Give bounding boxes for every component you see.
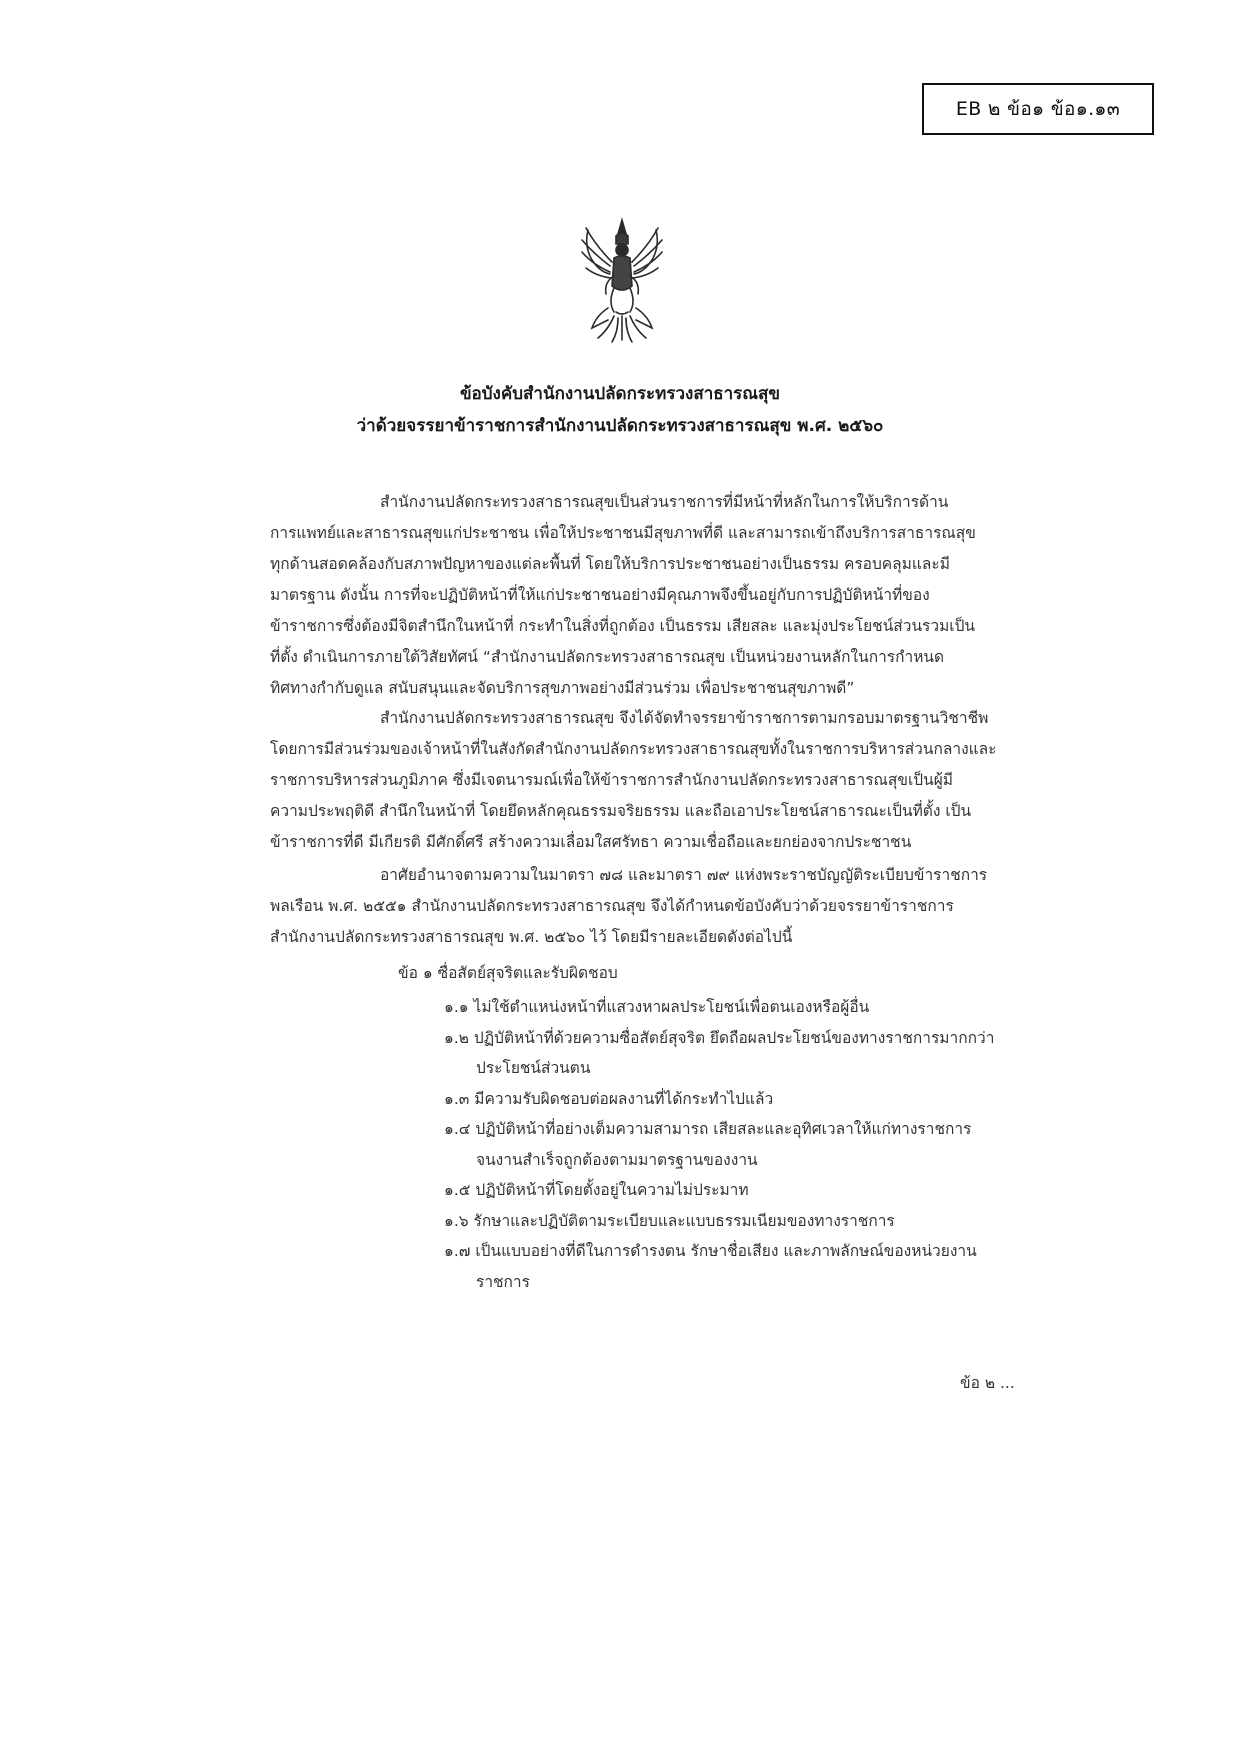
paragraph-3: [270, 860, 1012, 953]
paragraph-line: พลเรือน พ.ศ. ๒๕๕๑ สำนักงานปลัดกระทรวงสาธารณสุข จึงได้กำหนดข้อบังคับว่าด้วยจรรยาข้าราชการ: [270, 897, 954, 915]
paragraph-line: มาตรฐาน ดังนั้น การที่จะปฏิบัติหน้าที่ให้แก่ประชาชนอย่างมีคุณภาพจึงขึ้นอยู่กับการปฏิบัติหน้าที่ของ: [270, 586, 930, 604]
paragraph-line: สำนักงานปลัดกระทรวงสาธารณสุข พ.ศ. ๒๕๖๐ ไว้ โดยมีรายละเอียดดังต่อไปนี้: [270, 928, 793, 946]
document-title-line2: ว่าด้วยจรรยาข้าราชการสำนักงานปลัดกระทรวงสาธารณสุข พ.ศ. ๒๕๖๐: [356, 416, 884, 436]
paragraph-line: โดยการมีส่วนร่วมของเจ้าหน้าที่ในสังกัดสำนักงานปลัดกระทรวงสาธารณสุขทั้งในราชการบริหารส่วนกลางและ: [270, 740, 997, 758]
paragraph-line: ข้าราชการซึ่งต้องมีจิตสำนึกในหน้าที่ กระทำในสิ่งที่ถูกต้อง เป็นธรรม เสียสละ และมุ่งประโยชน์ส่วนรวมเป็น: [270, 617, 976, 635]
document-title-line1: ข้อบังคับสำนักงานปลัดกระทรวงสาธารณสุข: [459, 384, 781, 404]
paragraph-line: ราชการบริหารส่วนภูมิภาค ซึ่งมีเจตนารมณ์เพื่อให้ข้าราชการสำนักงานปลัดกระทรวงสาธารณสุขเป็นผู้มี: [270, 771, 954, 789]
clause-item: ๑.๕ ปฏิบัติหน้าที่โดยตั้งอยู่ในความไม่ประมาท: [444, 1181, 749, 1199]
garuda-emblem-icon: [578, 216, 666, 346]
reference-box: EB ๒ ข้อ๑ ข้อ๑.๑๓: [922, 83, 1154, 135]
paragraph-line: ที่ตั้ง ดำเนินการภายใต้วิสัยทัศน์ “สำนักงานปลัดกระทรวงสาธารณสุข เป็นหน่วยงานหลักในการกำหนด: [270, 648, 945, 666]
clause-1-heading: ข้อ ๑ ซื่อสัตย์สุจริตและรับผิดชอบ: [398, 964, 618, 982]
paragraph-2: [270, 703, 1012, 858]
paragraph-1: [270, 487, 1012, 704]
clause-item-continuation: ประโยชน์ส่วนตน: [476, 1059, 591, 1077]
paragraph-line: สำนักงานปลัดกระทรวงสาธารณสุข จึงได้จัดทำจรรยาข้าราชการตามกรอบมาตรฐานวิชาชีพ: [380, 709, 989, 727]
clause-item: ๑.๔ ปฏิบัติหน้าที่อย่างเต็มความสามารถ เสียสละและอุทิศเวลาให้แก่ทางราชการ: [444, 1120, 972, 1138]
paragraph-line: อาศัยอำนาจตามความในมาตรา ๗๘ และมาตรา ๗๙ แห่งพระราชบัญญัติระเบียบข้าราชการ: [380, 866, 988, 884]
paragraph-line: ความประพฤติดี สำนึกในหน้าที่ โดยยึดหลักคุณธรรมจริยธรรม และถือเอาประโยชน์สาธารณะเป็นที่ตั้ง เป็น: [270, 802, 972, 820]
paragraph-line: สำนักงานปลัดกระทรวงสาธารณสุขเป็นส่วนราชการที่มีหน้าที่หลักในการให้บริการด้าน: [380, 493, 949, 511]
clause-item: ๑.๑ ไม่ใช้ตำแหน่งหน้าที่แสวงหาผลประโยชน์เพื่อตนเองหรือผู้อื่น: [444, 998, 870, 1016]
clause-item: ๑.๖ รักษาและปฏิบัติตามระเบียบและแบบธรรมเนียมของทางราชการ: [444, 1211, 895, 1230]
paragraph-line: ข้าราชการที่ดี มีเกียรติ มีศักดิ์ศรี สร้างความเลื่อมใสศรัทธา ความเชื่อถือและยกย่องจากประชาชน: [270, 833, 912, 851]
clause-item-continuation: จนงานสำเร็จถูกต้องตามมาตรฐานของงาน: [476, 1150, 758, 1169]
clause-1-items: [444, 992, 1024, 1297]
clause-item: ๑.๓ มีความรับผิดชอบต่อผลงานที่ได้กระทำไปแล้ว: [444, 1089, 774, 1108]
clause-item: ๑.๒ ปฏิบัติหน้าที่ด้วยความซื่อสัตย์สุจริต ยึดถือผลประโยชน์ของทางราชการมากกว่า: [444, 1028, 995, 1047]
clause-item-continuation: ราชการ: [476, 1272, 530, 1291]
paragraph-line: ทุกด้านสอดคล้องกับสภาพปัญหาของแต่ละพื้นที่ โดยให้บริการประชาชนอย่างเป็นธรรม ครอบคลุมและมี: [270, 555, 950, 573]
next-page-marker: ข้อ ๒ ...: [960, 1374, 1015, 1392]
paragraph-line: การแพทย์และสาธารณสุขแก่ประชาชน เพื่อให้ประชาชนมีสุขภาพที่ดี และสามารถเข้าถึงบริการสาธารณสุข: [270, 524, 976, 542]
clause-item: ๑.๗ เป็นแบบอย่างที่ดีในการดำรงตน รักษาชื่อเสียง และภาพลักษณ์ของหน่วยงาน: [444, 1242, 977, 1260]
paragraph-line: ทิศทางกำกับดูแล สนับสนุนและจัดบริการสุขภาพอย่างมีส่วนร่วม เพื่อประชาชนสุขภาพดี”: [270, 679, 855, 697]
